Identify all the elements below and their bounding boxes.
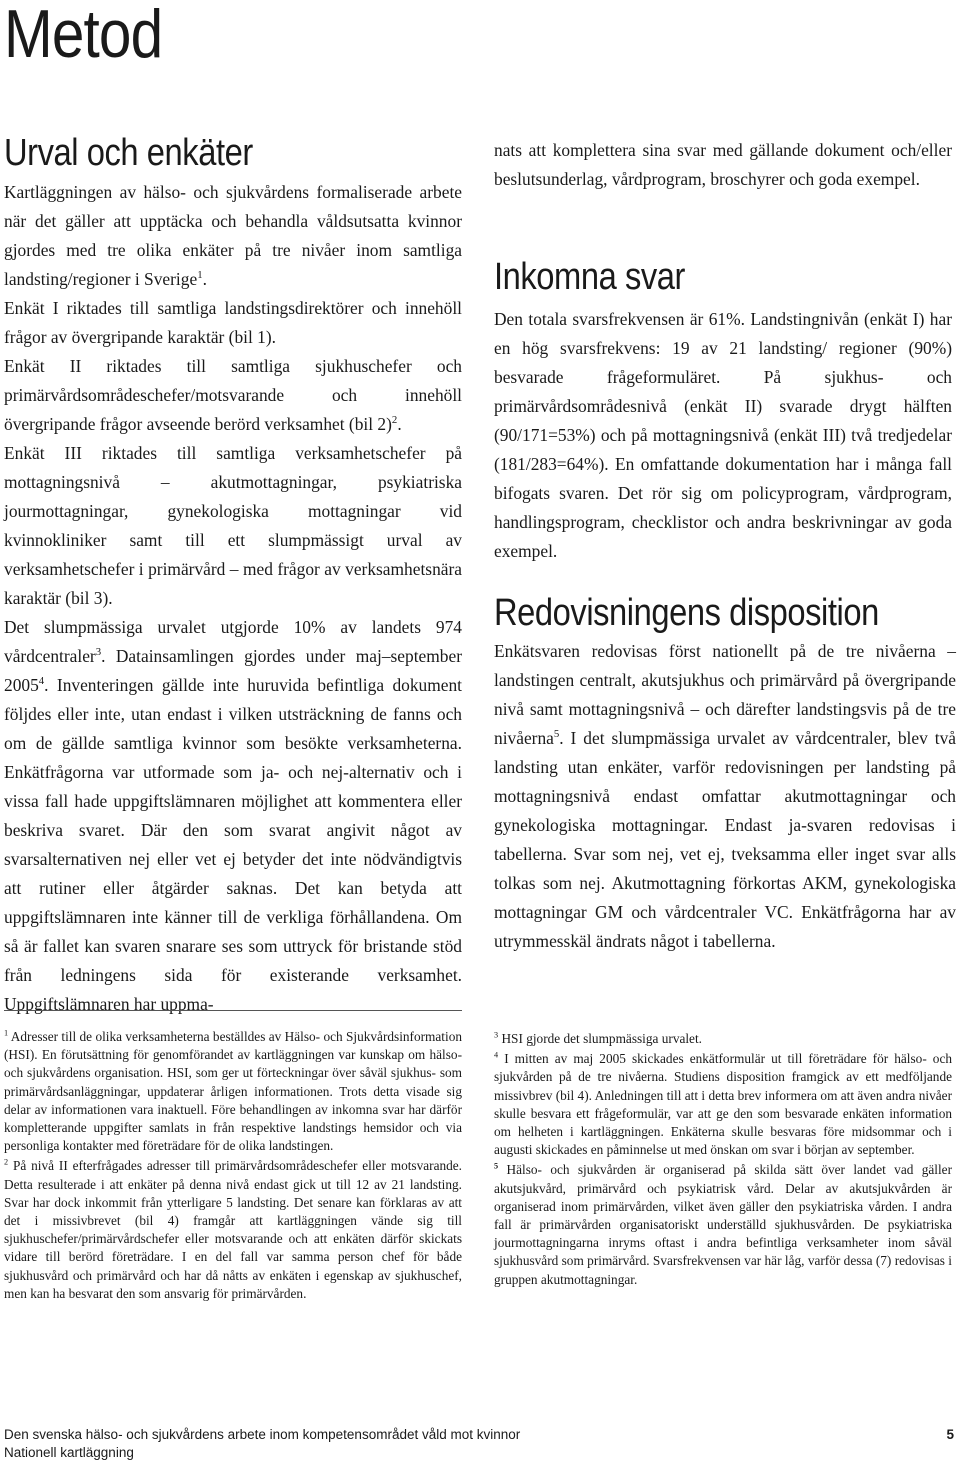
footnotes-left: [4, 1028, 462, 1305]
section-heading-redovisning: Redovisningens disposition: [494, 592, 879, 634]
footnote: $^5$ Hälso- och sjukvården är organiserad på skilda sätt över landet vad gäller akutsjukvård, primärvård och psykiatrisk vård. Delar av akutsjukvården är organiserad inom primärvården, vilket även gäller den psykiatriska vården. I andra fall är primärvården organisatoriskt underställd sjukhusvården. De psykiatriska jourmottagningarna inryms oftast i andra befintliga verksamheter inom såväl sjukhusvård som primärvård. Svarsfrekvensen var här låg, varför dessa (7) redovisas i gruppen akutmottagningar.: [494, 1162, 953, 1287]
redovisning-body: [494, 637, 956, 956]
footnote: $^4$ I mitten av maj 2005 skickades enkätformulär ut till företrädare för hälso- och sjukvården på de tre nivåerna. Studiens disposition framgick av ett medföljande missivbrev (bil 4). Anledningen till att i detta brev informera om att även andra nivåer skulle besvara ett frågeformulär, var att ge den som besvarade enkäten information om helheten i kartläggningen. Enkäterna skulle besvaras före midsommar och i augusti skickades en påminnelse ut med önskan om svar i början av september.: [494, 1050, 953, 1158]
footnote: $^1$ Adresser till de olika verksamheterna beställdes av Hälso- och Sjukvårdsinformation (HSI). En förutsättning för genomförandet av kartläggningen var kunskap om hälso- och sjukvårdens organisation. HSI, som ger ut förteckningar över såväl sjukhus- som primärvårdsanläggningar, uppdaterar årligen informationen. Trots detta visade sig delar av informationen vara inaktuell. Före behandlingen av inkomna svar har därför kompletterande uppgifter samlats in från respektive landstings hemsidor och via personliga kontakter med företrädare för de olika landstingen.: [4, 1028, 462, 1154]
footnote: $^3$ HSI gjorde det slumpmässiga urvalet.: [494, 1030, 702, 1046]
paragraph: Enkät I riktades till samtliga landstingsdirektörer och innehöll frågor av övergripande karaktär (bil 1).: [4, 298, 462, 347]
section-heading-inkomna: Inkomna svar: [494, 256, 686, 298]
section-heading-urval: Urval och enkäter: [4, 132, 253, 174]
urval-body: [4, 178, 462, 1019]
footer-publication-title: Den svenska hälso- och sjukvårdens arbete inom kompetensområdet våld mot kvinnor: [4, 1427, 521, 1442]
paragraph: Enkät III riktades till samtliga verksamhetschefer på mottagningsnivå – akutmottagningar, psykiatriska jourmottagningar, gynekologiska mottagningar vid kvinnokliniker samt till ett slumpmässigt urval av verksamhetschefer i primärvård – med frågor av verksamhetsnära karaktär (bil 3).: [4, 443, 462, 608]
paragraph: Kartläggningen av hälso- och sjukvårdens formaliserade arbete när det gäller att upptäcka och behandla våldsutsatta kvinnor gjordes med tre olika enkäter på tre nivåer inom samtliga landsting/regioner i Sverige$^1$.: [4, 182, 462, 289]
paragraph: Enkät II riktades till samtliga sjukhuschefer och primärvårdsområdeschefer/motsvarande och innehöll övergripande frågor avseende berörd verksamhet (bil 2)$^2$.: [4, 356, 462, 434]
continuation-text: [494, 136, 952, 194]
footnote-divider: [4, 1010, 462, 1011]
footnotes-right: [494, 1030, 952, 1291]
page-number: 5: [946, 1427, 954, 1442]
footer-subtitle: Nationell kartläggning: [4, 1445, 134, 1460]
page-footer: [4, 1426, 956, 1462]
footnote: $^2$ På nivå II efterfrågades adresser till primärvårdsområdeschefer eller motsvarande. Detta resulterade i att enkäter på denna nivå endast gick ut till 12 av 21 landsting. Svar har dock inkommit från ytterligare 5 landsting. Det senare kan förklaras av att det i missivbrevet (bil 4) framgår att kartläggningen vände sig till sjukhuschefer/primärvårdschefer eller motsvarande och att enkäten därför skickats vidare till berörd företrädare. I en del fall var samma person chef för både sjukhusvård och primärvård och har då nåtts av enkäten i egenskap av sjukhuschef, men kan ha besvarat den som ansvarig för primärvården.: [4, 1158, 462, 1301]
page-title: Metod: [4, 0, 163, 72]
paragraph: Enkätsvaren redovisas först nationellt på de tre nivåerna – landstingen centralt, akutsjukhus och primärvård på övergripande nivå samt mottagningsnivå – och därefter landstingsvis på de tre nivåerna$^5$. I det slumpmässiga urvalet av vårdcentraler, blev två landsting utan enkäter, varför redovisningen per landsting på mottagningsnivå endast omfattar akutmottagningar och gynekologiska mottagningar. Endast ja-svaren redovisas i tabellerna. Svar som nej, vet ej, tveksamma eller inget svar alls tolkas som nej. Akutmottagning förkortas AKM, gynekologiska mottagningar GM och vårdcentraler VC. Enkätfrågorna har av utrymmesskäl ändrats något i tabellerna.: [494, 641, 956, 951]
paragraph: Det slumpmässiga urvalet utgjorde 10% av landets 974 vårdcentraler$^3$. Datainsamlingen gjordes under maj–september 2005$^4$. Inventeringen gällde inte huruvida befintliga dokument följdes eller inte, utan endast i vilken utsträckning de fanns och om de gällde samtliga kvinnor som besökte verksamheterna. Enkätfrågorna var utformade som ja- och nej-alternativ och i vissa fall hade uppgiftslämnaren möjlighet att kommentera eller beskriva svaret. Där den som svarat angivit något av svarsalternativen nej eller vet ej betyder det inte nödvändigtvis att rutiner eller åtgärder saknas. Det kan betyda att uppgiftslämnaren inte känner till de verkliga förhållandena. Om så är fallet kan svaren snarare ses som uttryck för bristande stöd från ledningens sida för existerande verksamhet. Uppgiftslämnaren har uppma-: [4, 617, 462, 1014]
paragraph: Den totala svarsfrekvensen är 61%. Landstingnivån (enkät I) har en hög svarsfrekvens: 19 av 21 landsting/ regioner (90%) besvarade frågeformuläret. På sjukhus- och primärvårdsområdesnivå (enkät II) svarade drygt hälften (90/171=53%) och på mottagningsnivå (enkät III) två tredjedelar (181/283=64%). En omfattande dokumentation har i många fall bifogats svaren. Det rör sig om policyprogram, vårdprogram, handlingsprogram, checklistor och andra beskrivningar av goda exempel.: [494, 309, 952, 561]
paragraph: nats att komplettera sina svar med gällande dokument och/eller beslutsunderlag, vårdprogram, broschyrer och goda exempel.: [494, 140, 952, 189]
inkomna-body: [494, 305, 952, 566]
